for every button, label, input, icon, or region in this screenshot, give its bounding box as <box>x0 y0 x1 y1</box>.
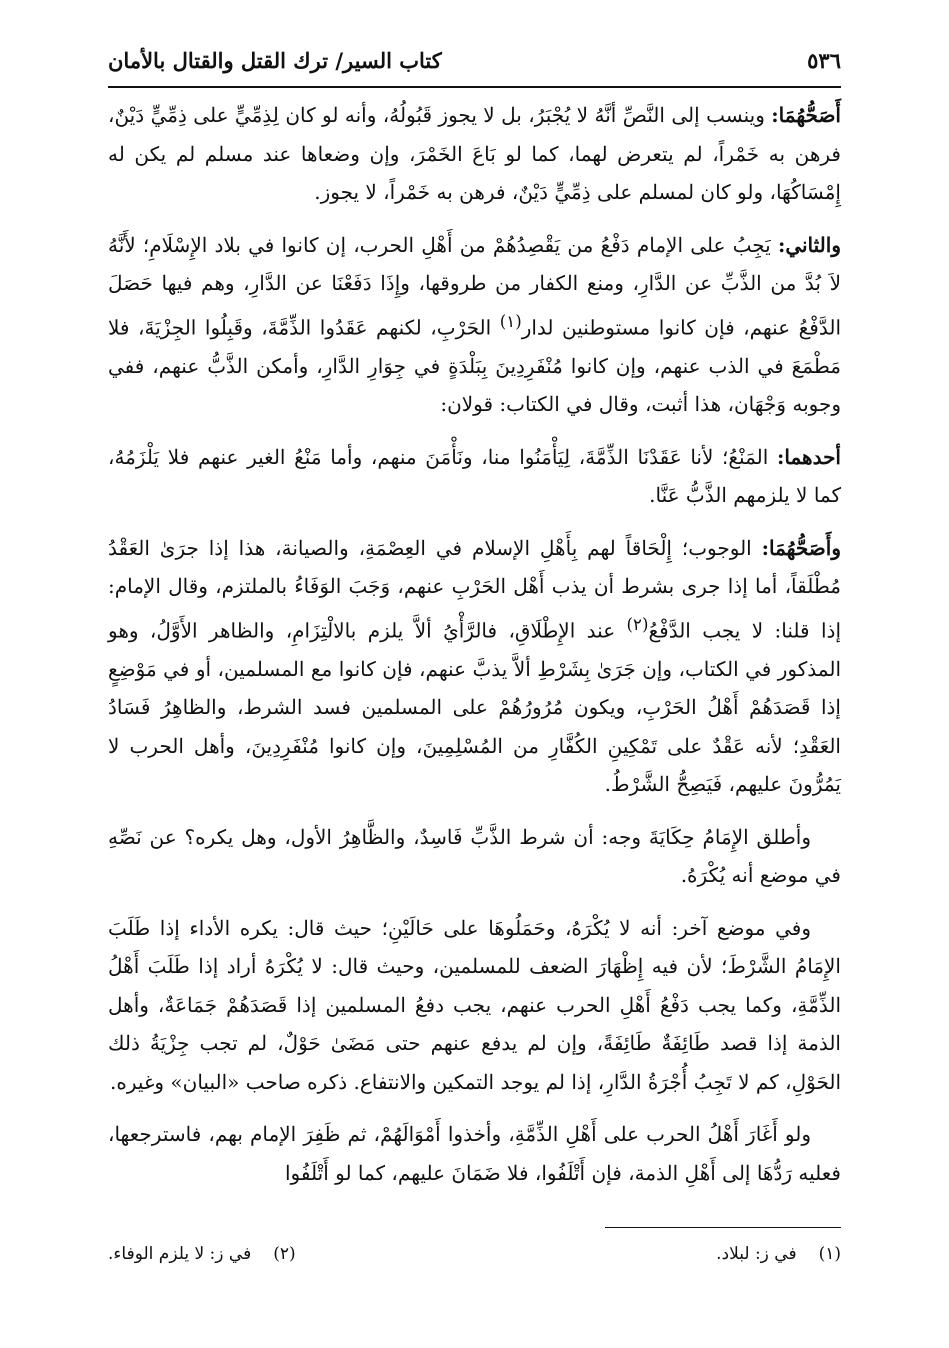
paragraph-7 <box>108 1115 841 1192</box>
main-text <box>108 96 841 1206</box>
paragraph-5-text: وأطلق الإِمَامُ حِكَايَةَ وجه: أن شرط الذَّبِّ فَاسِدٌ، والظَّاهِرُ الأول، وهل يكره؟ عن نَصِّهِ في موضع أنه يُكْرَهُ. <box>108 824 841 888</box>
paragraph-6 <box>108 909 841 1102</box>
paragraph-3-text: المَنْعُ؛ لأنا عَقَدْنَا الذِّمَّةَ، لِيَأْمَنُوا منا، ونَأْمَنَ منهم، وأما مَنْعُ الغير عنهم فلا يَلْزَمُهُ، كما لا يلزمهم الذَّبُّ عَنَّا. <box>108 444 841 508</box>
paragraph-1 <box>108 96 841 212</box>
paragraph-3-lead: أحدهما: <box>776 444 841 469</box>
paragraph-2-lead: والثاني: <box>777 232 841 257</box>
footnote-ref-2: (٢) <box>626 614 649 634</box>
page-number: ٥٣٦ <box>807 47 841 73</box>
footnote-divider <box>605 1227 841 1228</box>
footnotes <box>108 1238 841 1270</box>
paragraph-4-lead: وأَصَحُّهُمَا: <box>761 535 842 560</box>
footnote-1-number: (١) <box>818 1244 841 1264</box>
footnote-1 <box>716 1238 841 1270</box>
paragraph-4 <box>108 529 841 804</box>
running-title: كتاب السير/ ترك القتل والقتال بالأمان <box>108 47 442 73</box>
paragraph-2-text-cont: الحَرْبِ، لكنهم عَقَدُوا الذِّمَّةَ، وقَبِلُوا الجِزْيَةَ، فلا مَطْمَعَ في الذب عنهم، وإن كانوا مُنْفَرِدِينَ بِبَلْدَةٍ في جِوَارِ الدَّارِ، وأمكن الذَّبُّ عنهم، ففي وجوبه وَجْهَان، هذا أثبت، وقال في الكتاب: قولان: <box>108 315 841 417</box>
footnote-2-number: (٢) <box>273 1244 296 1264</box>
paragraph-3 <box>108 438 841 515</box>
footnote-1-text: في ز: لبلاد. <box>716 1244 797 1264</box>
running-header <box>108 34 841 88</box>
paragraph-5 <box>108 818 841 895</box>
paragraph-6-text: وفي موضع آخر: أنه لا يُكْرَهُ، وحَمَلُوهَا على حَالَيْنِ؛ حيث قال: يكره الأداء إذا طَلَبَ الإِمَامُ الشَّرْطَ؛ لأن فيه إِظْهَارَ الضعف للمسلمين، وحيث قال: لا يُكْرَهُ أراد إذا طَلَبَ أَهْلُ الذِّمَّةِ، وكما يجب دَفْعُ أَهْلِ الحرب عنهم، يجب دفعُ المسلمين إذا قَصَدَهُمْ جَمَاعَةٌ، وأهل الذمة إذا قصد طَائِفَةٌ طَائِفَةً، وإن لم يدفع عنهم حتى مَضَىٰ حَوْلٌ، لم تجب جِزْيَةُ ذلك الحَوْلِ، كم لا تَجِبُ أُجْرَةُ الدَّارِ، إذا لم يوجد التمكين والانتفاع. ذكره صاحب «البيان» وغيره. <box>108 915 841 1094</box>
footnote-2-text: في ز: لا يلزم الوفاء. <box>108 1244 252 1264</box>
paragraph-4-text: الوجوب؛ إِلْحَاقاً لهم بِأَهْلِ الإسلام في العِصْمَةِ، والصيانة، هذا إذا جرَىٰ العَقْدُ مُطْلَقاً، أما إذا جرى بشرط أن يذب أَهْل الحَرْبِ عنهم، وَجَبَ الوَفَاءُ بالملتزم، وقال الإمام: إذا قلنا: لا يجب الدَّفْعُ <box>108 535 842 643</box>
footnote-2 <box>108 1238 296 1270</box>
paragraph-4-text-cont: عند الإِطْلَاقِ، فالرَّأْيُ ألاَّ يلزم بالالْتِزَامِ، والظاهر الأَوَّلُ، وهو المذكور في الكتاب، وإن جَرَىٰ بِشَرْطِ ألاَّ يذبَّ عنهم، فإن كانوا مع المسلمين، أو في مَوْضِعٍ إذا قَصَدَهُمْ أَهْلُ الحَرْبِ، ويكون مُرُورُهُمْ على المسلمين فسد الشرط، والظاهِرُ فَسَادُ العَقْدِ؛ لأنه عَقْدٌ على تَمْكِينِ الكُفَّارِ من المُسْلِمِينَ، وإن كانوا مُنْفَرِدِينَ، وأهل الحرب لا يَمُرُّونَ عليهم، فَيَصِحُّ الشَّرْطُ. <box>108 618 841 797</box>
paragraph-7-text: ولو أَغَارَ أَهْلُ الحرب على أَهْلِ الذِّمَّةِ، وأخذوا أَمْوَالَهُمْ، ثم ظَفِرَ الإمام بهم، فاسترجعها، فعليه رَدُّهَا إلى أَهْلِ الذمة، فإن أَتْلَفُوا، فلا ضَمَانَ عليهم، كما لو أَتْلَفُوا <box>108 1122 841 1185</box>
paragraph-1-text: وينسب إلى النَّصِّ أنَّهُ لا يُجْبَرُ، بل لا يجوز قَبُولُهُ، وأنه لو كان لِذِمِّيٍّ على ذِمِّيٍّ دَيْنٌ، فرهن به خَمْراً، لم يتعرض لهما، كما لو بَاعَ الخَمْرَ، وإن وضعاها عند مسلم لم يكن له إِمْسَاكُهَا، ولو كان لمسلم على ذِمِّيٍّ دَيْنٌ، فرهن به خَمْراً، لا يجوز. <box>108 103 841 204</box>
paragraph-1-lead: أَصَحُّهُمَا: <box>771 103 841 127</box>
footnote-ref-1: (١) <box>499 311 522 331</box>
paragraph-2-text: يَجِبُ على الإمام دَفْعُ من يَقْصِدُهُمْ من أَهْلِ الحرب، إن كانوا في بلاد الإِسْلَامِ؛ لأَنَّهُ لاَ بُدَّ من الذَّبِّ عن الدَّارِ، ومنع الكفار من طروقها، وإِذَا دَفَعْنَا عن الدَّارِ، وهم فيها حَصَلَ الدَّفْعُ عنهم، فإن كانوا مستوطنين لدار <box>108 232 842 340</box>
paragraph-2 <box>108 226 841 424</box>
